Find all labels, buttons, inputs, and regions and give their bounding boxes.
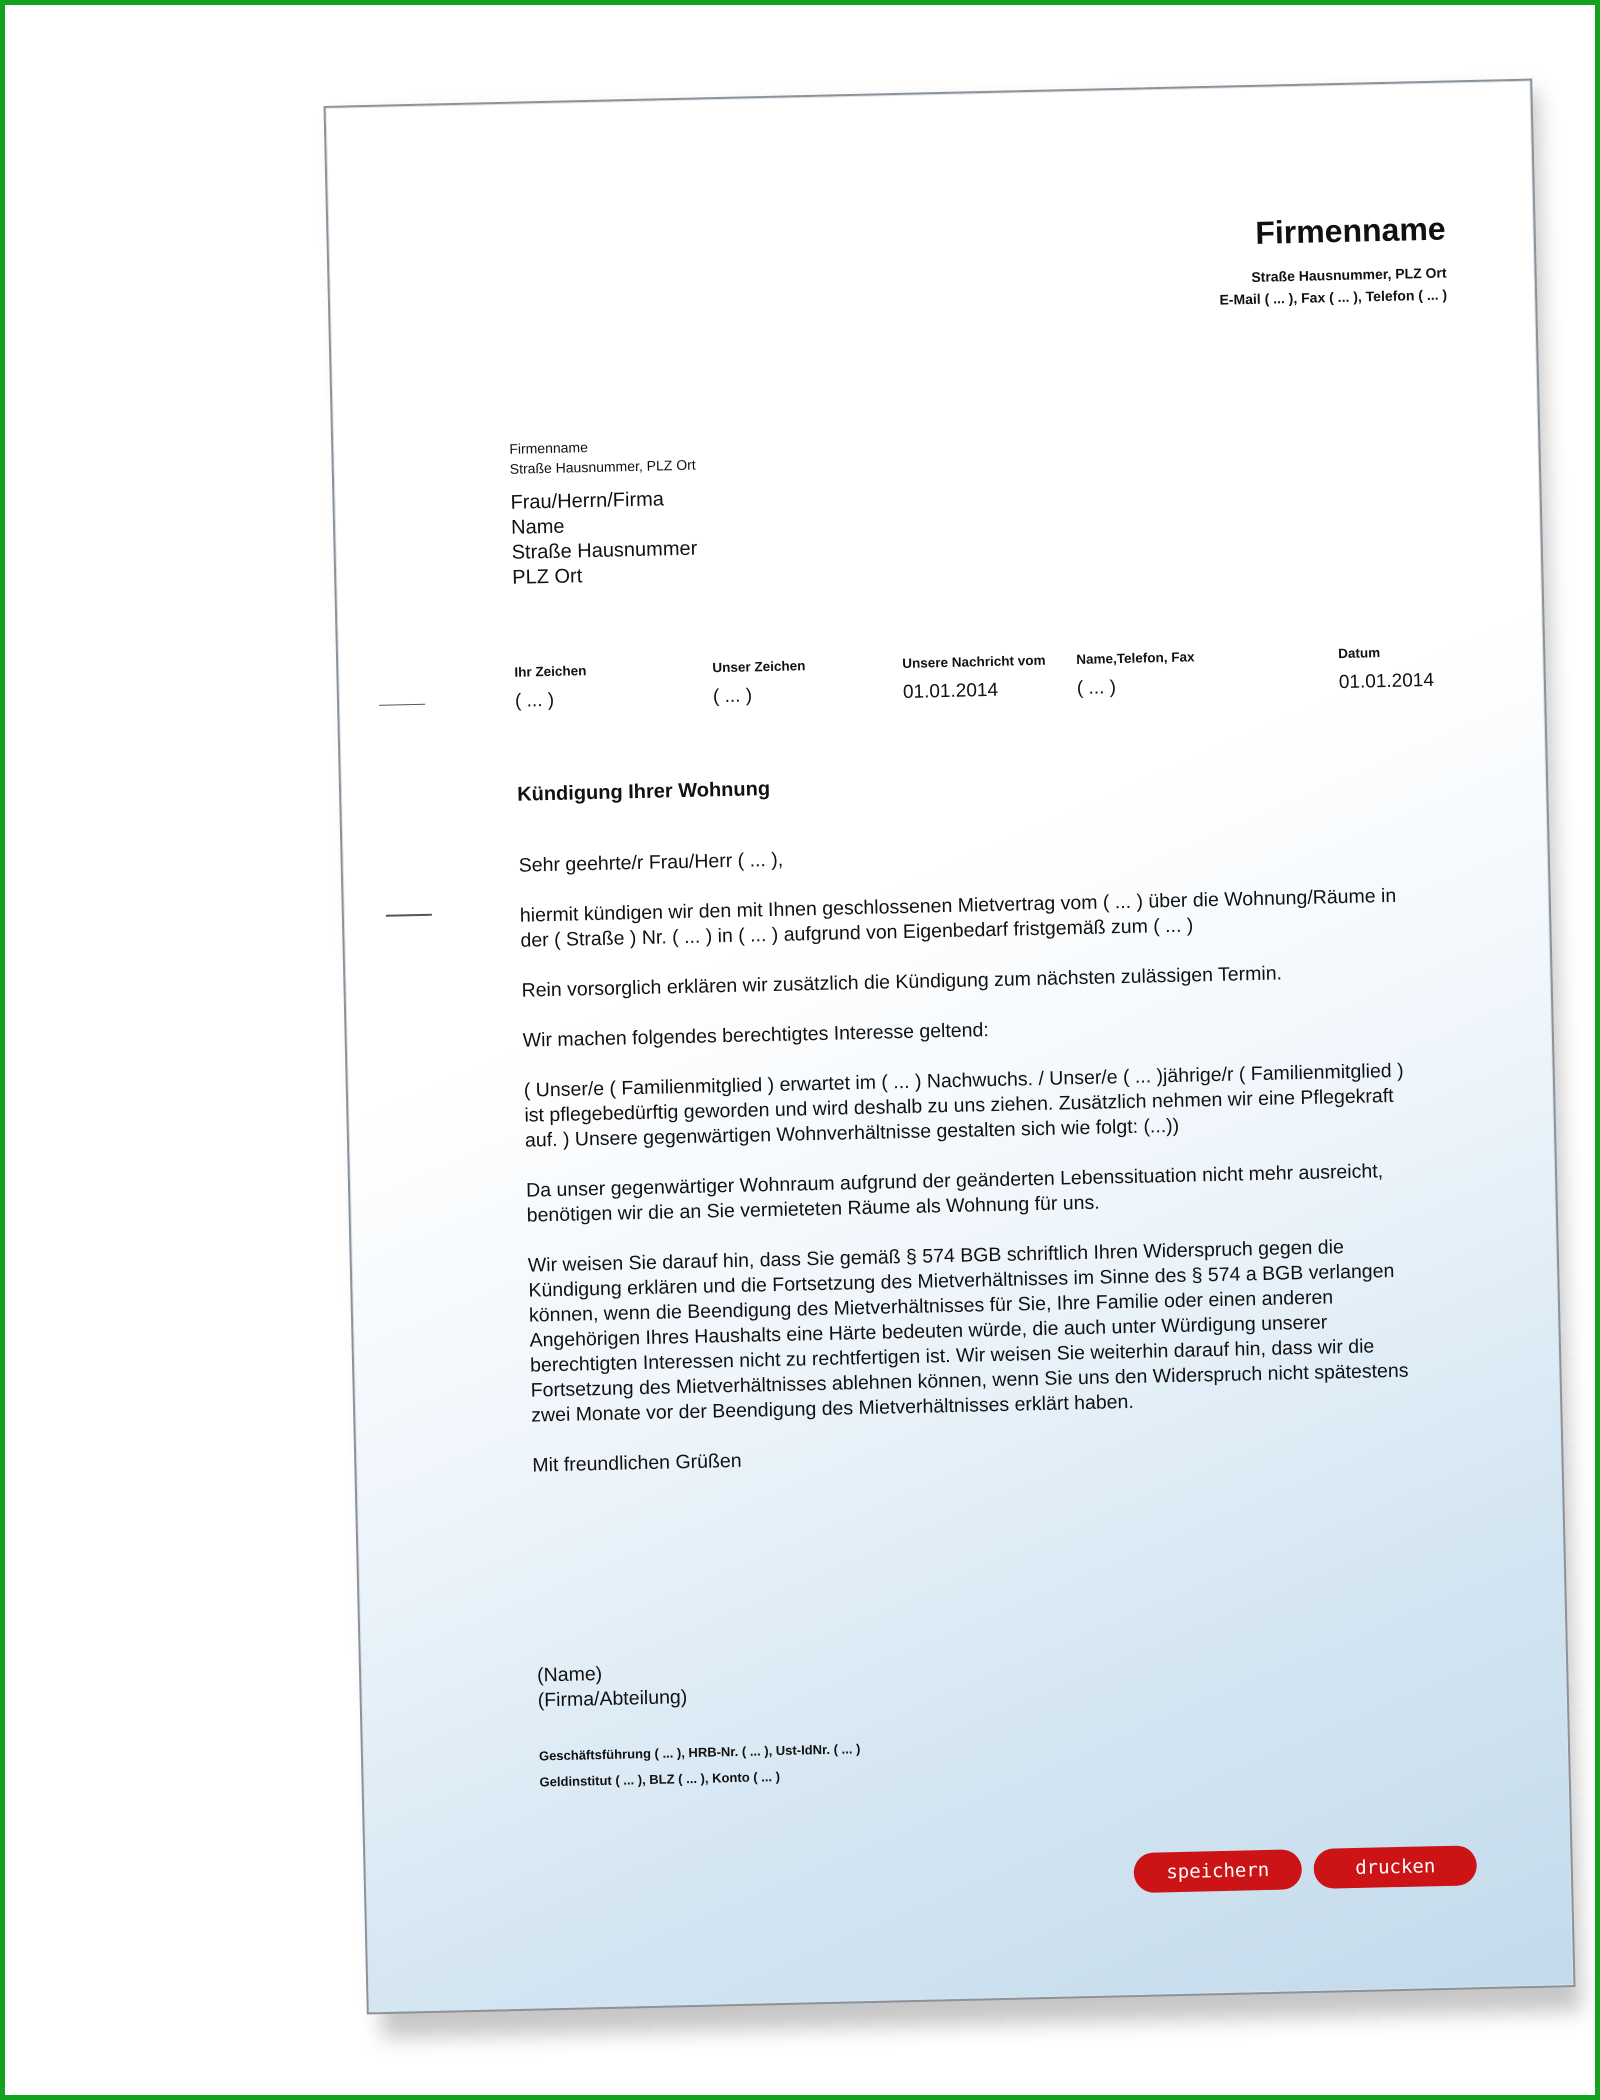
print-button[interactable]: drucken [1313,1845,1477,1889]
letterhead-contact: E-Mail ( ... ), Fax ( ... ), Telefon ( ... ) [1219,286,1448,308]
recipient-line: Name [510,515,565,539]
sender-address: Straße Hausnummer, PLZ Ort [509,456,696,477]
ref-value-datum: 01.01.2014 [1338,669,1435,694]
ref-label-datum: Datum [1338,645,1381,662]
recipient-line: PLZ Ort [512,565,583,589]
ref-label-unser-zeichen: Unser Zeichen [712,658,806,676]
footer-line: Geldinstitut ( ... ), BLZ ( ... ), Konto ( ... ) [539,1769,781,1790]
ref-value-unser-zeichen: ( ... ) [712,685,753,708]
letter-subject: Kündigung Ihrer Wohnung [516,778,771,806]
letterhead-company-name: Firmenname [1254,210,1446,251]
signature-name: (Name) [536,1663,603,1687]
fold-mark-top [379,704,425,706]
save-button[interactable]: speichern [1133,1849,1302,1893]
ref-label-kontakt: Name,Telefon, Fax [1076,649,1195,668]
letter-page [324,79,1576,2015]
fold-mark-middle [386,914,432,917]
letterhead-address: Straße Hausnummer, PLZ Ort [1251,264,1447,285]
body-paragraph: Wir machen folgendes berechtigtes Interesse geltend: [522,1019,989,1052]
body-paragraph: hiermit kündigen wir den mit Ihnen geschlossenen Mietvertrag vom ( ... ) über die Wohnung/Räume in der ( Straße ) Nr. ( ... ) in ( ... ) aufgrund von Eigenbedarf fristgemäß zum ( ... ) [519,884,1397,952]
ref-value-kontakt: ( ... ) [1076,677,1117,700]
footer [539,1736,862,1795]
ref-value-nachricht: 01.01.2014 [902,679,999,703]
signature-block [537,1660,688,1713]
ref-label-ihr-zeichen: Ihr Zeichen [514,663,587,680]
recipient-line: Frau/Herrn/Firma [510,488,665,514]
recipient-address-block [510,487,698,591]
ref-label-nachricht: Unsere Nachricht vom [902,652,1046,671]
body-paragraph: ( Unser/e ( Familienmitglied ) erwartet im ( ... ) Nachwuchs. / Unser/e ( ... )jährige/r ( Familienmitglied ) ist pflegebedürftig geworden und wird deshalb zu uns ziehen. Zusätzlich nehmen wir eine Pflegekraft auf. ) Unsere gegenwärtigen Wohnverhältnisse gestalten sich wie folgt: (...)) [523,1059,1404,1152]
signature-department: (Firma/Abteilung) [537,1686,688,1712]
body-paragraph: Rein vorsorglich erklären wir zusätzlich die Kündigung zum nächsten zulässigen Termin. [521,962,1283,1002]
ref-value-ihr-zeichen: ( ... ) [514,689,555,712]
body-paragraph: Wir weisen Sie darauf hin, dass Sie gemäß § 574 BGB schriftlich Ihren Widerspruch gegen die Kündigung erklären und die Fortsetzung des Mietverhältnisses im Sinne des § 574 a BGB verlangen können, wenn die Beendigung des Mietverhältnisses für Sie, Ihre Familie oder einen anderen Angehörigen Ihres Haushalts eine Härte bedeuten würde, die auch unter Würdigung unserer berechtigten Interessen nicht zu rechtfertigen ist. Wir weisen Sie weiterhin darauf hin, dass wir die Fortsetzung des Mietverhältnisses ablehnen können, wenn Sie uns den Widerspruch nicht spätestens zwei Monate vor der Beendigung des Mietverhältnisses erklärt haben. [527,1236,1409,1427]
recipient-line: Straße Hausnummer [511,537,698,564]
sender-name: Firmenname [509,439,589,457]
footer-line: Geschäftsführung ( ... ), HRB-Nr. ( ... ), Ust-IdNr. ( ... ) [538,1741,861,1764]
salutation: Sehr geehrte/r Frau/Herr ( ... ), [518,848,784,877]
body-paragraph: Da unser gegenwärtiger Wohnraum aufgrund der geänderten Lebenssituation nicht mehr ausreicht, benötigen wir die an Sie vermieteten Räume als Wohnung für uns. [525,1160,1384,1227]
closing: Mit freundlichen Grüßen [532,1449,742,1477]
letter-body [519,833,1434,1503]
